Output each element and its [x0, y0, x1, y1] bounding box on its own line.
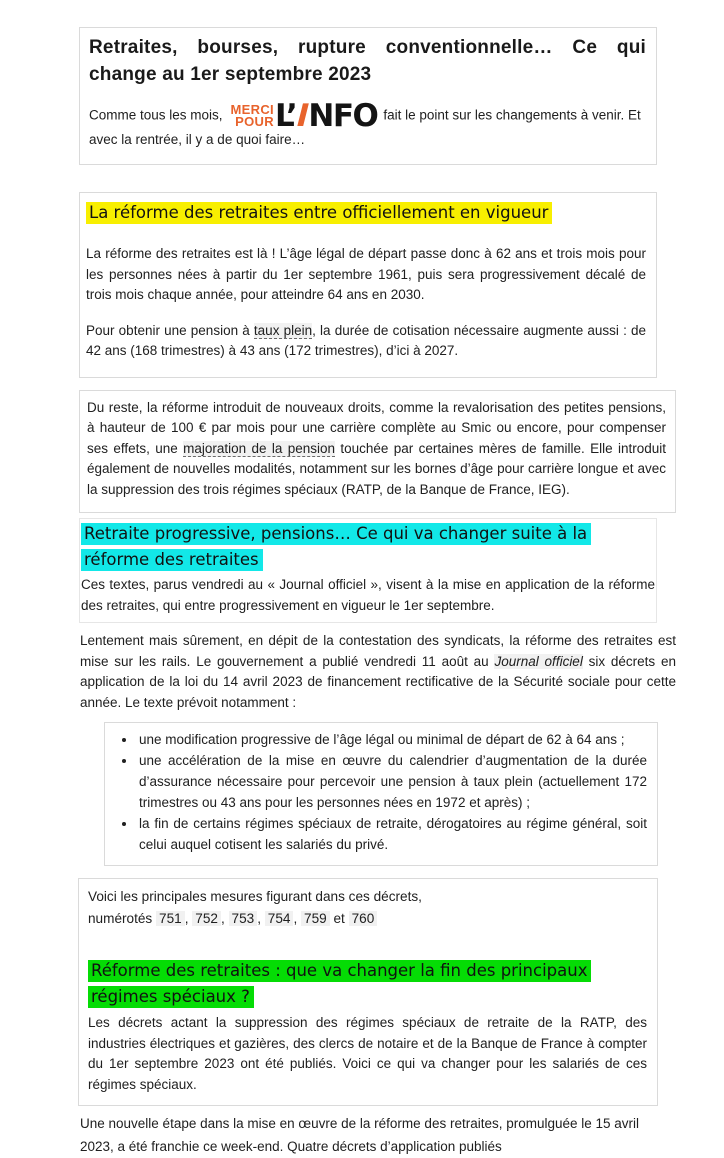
text-segment: numérotés	[88, 911, 157, 926]
logo-word-pour: POUR	[235, 114, 274, 129]
paragraph-ces-textes: Ces textes, parus vendredi au « Journal officiel », visent à la mise en application de la réforme des retraites, qui entre progressivement en vigueur le 1er septembre.	[81, 577, 655, 613]
logo-word-merci: MERCI	[230, 102, 274, 117]
section-decrets-speciaux	[78, 878, 658, 1106]
intro-paragraph	[89, 98, 646, 150]
separator: ,	[220, 911, 229, 926]
cyan-highlight: Retraite progressive, pensions… Ce qui va changer suite à la réforme des retraites	[81, 523, 591, 571]
merci-pour-linfo-logo	[230, 98, 378, 134]
yellow-highlight: La réforme des retraites entre officiellement en vigueur	[86, 202, 552, 224]
logo-letters-nfo: NFO	[308, 98, 378, 134]
separator: et	[329, 911, 349, 926]
text-segment: six décrets en application de la loi du 14 avril 2023 de financement rectificative de la Sécurité sociale pour cette année. Le texte prévoit notamment :	[80, 653, 676, 710]
section-bullet-list	[104, 722, 658, 866]
section-heading-green	[88, 958, 647, 1010]
vertical-spacer	[88, 930, 647, 958]
logo-letter-l: L’	[274, 98, 297, 134]
section-heading-yellow	[86, 200, 646, 226]
green-highlight: Réforme des retraites : que va changer la fin des principaux régimes spéciaux ?	[88, 960, 591, 1008]
paragraph-taux-plein	[86, 321, 646, 362]
decrees-intro	[88, 886, 647, 930]
decree-760-link[interactable]: 760	[349, 911, 378, 926]
decree-measures-list	[109, 729, 647, 855]
section-nouveaux-droits	[79, 390, 676, 514]
page-title: Retraites, bourses, rupture conventionnelle… Ce qui change au 1er septembre 2023	[89, 37, 646, 85]
separator: ,	[293, 911, 302, 926]
list-item: • la fin de certains régimes spéciaux de retraite, dérogatoires au régime général, soit celui auquel cotisent les salariés du privé.	[137, 813, 647, 855]
text-segment: touchée par certaines mères de famille. Elle introduit également de nouvelles modalités, notamment sur les bornes d’âge pour carrière longue et avec la suppression des trois régimes spéciaux (RATP, de la Banque de France, IEG).	[87, 440, 666, 497]
decree-759-link[interactable]: 759	[301, 911, 330, 926]
paragraph-age-legal: La réforme des retraites est là ! L’âge légal de départ passe donc à 62 ans et trois mois pour les personnes nées à partir du 1er septembre 1961, puis sera progressivement décalé de trois mois chaque année, pour atteindre 64 ans en 2030.	[86, 246, 646, 302]
list-item: • une modification progressive de l’âge légal ou minimal de départ de 62 à 64 ans ;	[137, 729, 647, 750]
paragraph-regimes-speciaux: Les décrets actant la suppression des régimes spéciaux de retraite de la RATP, des industries électriques et gazières, des clercs de notaire et de la Banque de France à compter du 1er septembre 2023 ont été publiés. Voici ce qui va changer pour les salariés de ces régimes spéciaux.	[88, 1015, 647, 1092]
decree-751-link[interactable]: 751	[156, 911, 185, 926]
logo-linfo	[274, 98, 378, 134]
taux-plein-link[interactable]: taux plein	[253, 322, 313, 338]
paragraph-nouvelle-etape: Une nouvelle étape dans la mise en œuvre de la réforme des retraites, promulguée le 15 avril 2023, a été franchie ce week-end. Quatre décrets d’application publiés	[80, 1116, 640, 1154]
section-reforme-vigueur	[79, 192, 657, 378]
separator: ,	[257, 911, 265, 926]
text-segment: , la durée de cotisation nécessaire augmente aussi : de 42 ans (168 trimestres) à 43 ans (172 trimestres), d’ici à 2027.	[86, 322, 647, 358]
paragraph-nouveaux-droits	[87, 398, 666, 501]
text-segment: Voici les principales mesures figurant dans ces décrets,	[88, 889, 422, 904]
list-item: • une accélération de la mise en œuvre du calendrier d’augmentation de la durée d’assurance nécessaire pour percevoir une pension à taux plein (actuellement 172 trimestres ou 43 ans pour les personnes nées en 1972 et après) ;	[137, 750, 647, 813]
text-segment: Pour obtenir une pension à	[86, 322, 254, 338]
logo-merci-pour	[231, 104, 274, 130]
text-segment: Du reste, la réforme introduit de nouveaux droits, comme la revalorisation des petites pensions, à hauteur de 100 € par mois pour une carrière complète au Smic ou encore, pour compenser ses effets, une	[87, 399, 666, 456]
document-page	[0, 27, 724, 1154]
decree-753-link[interactable]: 753	[229, 911, 258, 926]
text-segment: Lentement mais sûrement, en dépit de la contestation des syndicats, la réforme des retraites est mise sur les rails. Le gouvernement a publié vendredi 11 août au	[80, 633, 676, 669]
decree-754-link[interactable]: 754	[265, 911, 294, 926]
logo-slash-i-icon: I	[292, 98, 312, 134]
section-heading-cyan	[81, 521, 655, 573]
intro-text-before: Comme tous les mois,	[89, 107, 223, 123]
majoration-pension-link[interactable]: majoration de la pension	[183, 440, 336, 456]
journal-officiel-link[interactable]: Journal officiel	[494, 653, 583, 669]
page	[0, 27, 724, 1154]
header-section	[79, 27, 657, 165]
separator: ,	[184, 911, 193, 926]
paragraph-lentement	[80, 631, 676, 713]
decree-752-link[interactable]: 752	[192, 911, 221, 926]
intro-text-after: fait le point sur les changements à venir. Et avec la rentrée, il y a de quoi faire…	[89, 107, 641, 147]
section-retraite-progressive	[79, 518, 657, 623]
